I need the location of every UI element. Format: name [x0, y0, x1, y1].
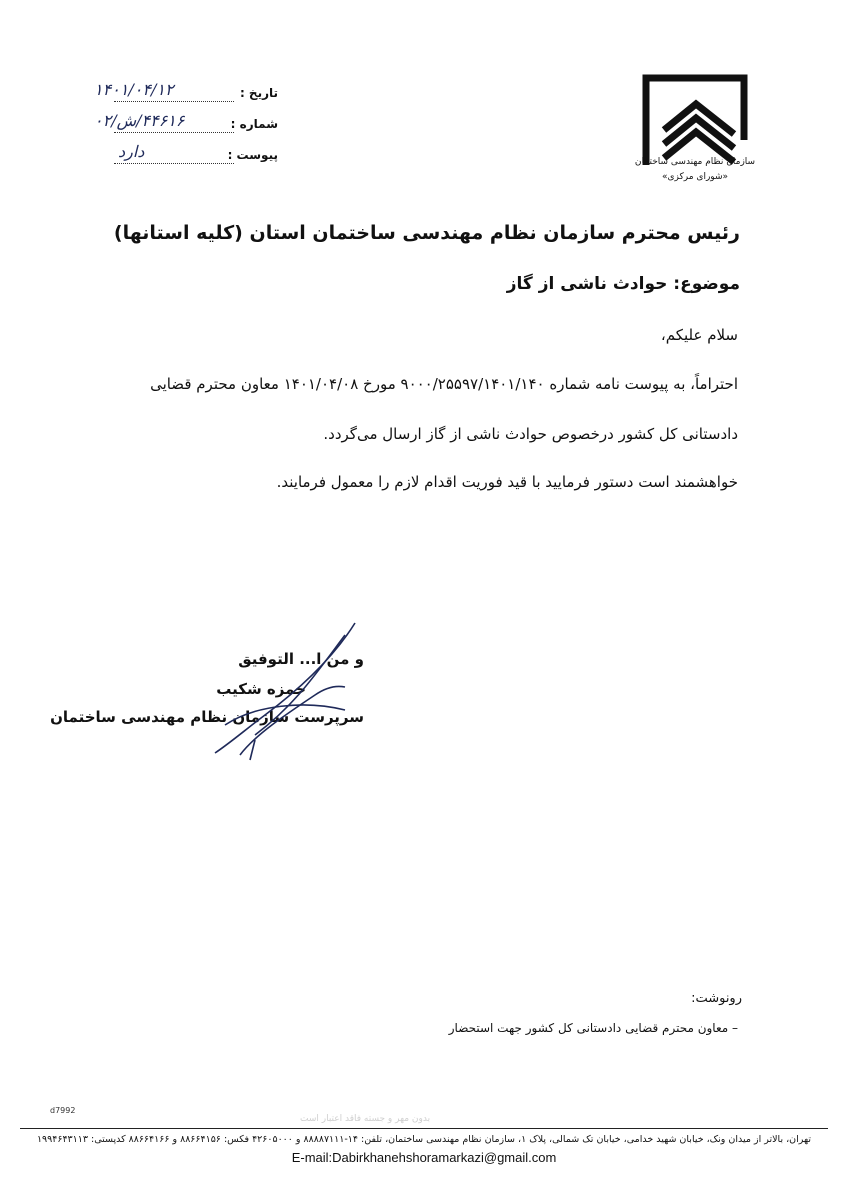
- validity-note: بدون مهر و جسته فاقد اعتبار است: [300, 1114, 431, 1124]
- document-id: d7992: [50, 1106, 76, 1115]
- meta-number: [88, 111, 278, 137]
- footer-address: تهران، بالاتر از میدان ونک، خیابان شهید خدامی، خیابان تک شمالی، پلاک ۱، سازمان نظام مهندسی ساختمان، تلفن: ۱۴-۸۸۸۸۷۱۱۱ و ۴۲۶۰۵۰۰۰ فکس: ۸۸۶۶۴۱۵۶ و ۸۸۶۶۴۱۶۶ کدپستی: ۱۹۹۴۶۴۳۱۱۳: [36, 1134, 812, 1145]
- cc-title: رونوشت:: [691, 991, 742, 1006]
- date-value: ۱۴۰۱/۰۴/۱۲: [94, 80, 174, 99]
- meta-date: [88, 80, 278, 106]
- body-line-2: دادستانی کل کشور درخصوص حوادث ناشی از گاز ارسال می‌گردد.: [323, 425, 738, 443]
- number-label: شماره :: [230, 117, 278, 131]
- cc-item: – معاون محترم قضایی دادستانی کل کشور جهت استحضار: [448, 1021, 738, 1035]
- meta-attachment: [88, 142, 278, 168]
- signature-title: سرپرست سازمان نظام مهندسی ساختمان: [50, 708, 364, 726]
- attachment-label: پیوست :: [227, 148, 278, 162]
- attachment-value: دارد: [118, 142, 145, 161]
- logo-org-name: سازمان نظام مهندسی ساختمان: [634, 157, 756, 167]
- attachment-dots: [114, 163, 234, 164]
- body-line-1: احتراماً، به پیوست نامه شماره ۹۰۰۰/۲۵۵۹۷/۱۴۰۱/۱۴۰ مورخ ۱۴۰۱/۰۴/۰۸ معاون محترم قضایی: [150, 375, 738, 393]
- greeting: سلام علیکم،: [660, 326, 738, 344]
- date-dots: [114, 101, 234, 102]
- body-line-3: خواهشمند است دستور فرمایید با قید فوریت اقدام لازم را معمول فرمایند.: [276, 473, 738, 491]
- number-dots: [114, 132, 234, 133]
- date-label: تاریخ :: [239, 86, 278, 100]
- signature-name: حمزه شکیب: [216, 680, 306, 698]
- number-value: ۴۴۶۱۶/ش/۰۲: [94, 111, 185, 130]
- signature-closing: و من ا... التوفیق: [238, 650, 364, 668]
- logo-sub-name: «شورای مرکزی»: [661, 172, 729, 182]
- footer-email: E-mail:Dabirkhanehshoramarkazi@gmail.com: [291, 1150, 557, 1165]
- subject-line: موضوع: حوادث ناشی از گاز: [506, 274, 740, 294]
- handwritten-signature: [195, 615, 375, 765]
- footer-divider: [20, 1128, 828, 1129]
- recipient-heading: رئیس محترم سازمان نظام مهندسی ساختمان استان (کلیه استانها): [113, 222, 740, 244]
